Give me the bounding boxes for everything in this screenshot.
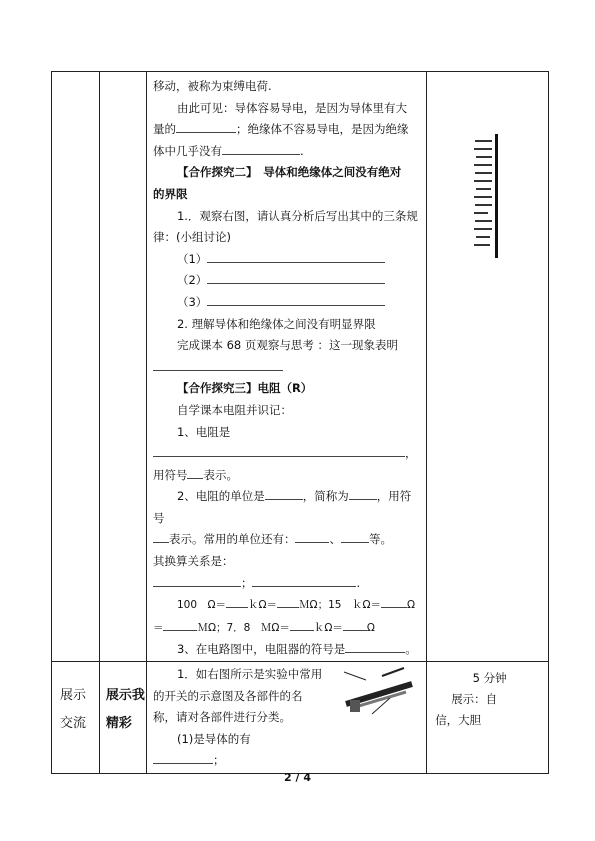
text-line: 移动，被称为束缚电荷. [152, 79, 272, 93]
answer-line: （3） [153, 292, 422, 314]
text-line: 由此可见：导体容易导电，是因为导体里有大 [176, 100, 407, 115]
conductivity-figure-image [473, 134, 501, 258]
fill-blank [222, 141, 300, 155]
text-line: 自学课本电阻并识记： [176, 402, 292, 417]
answer-line [153, 357, 422, 379]
fill-blank [153, 573, 241, 587]
section-heading: 【合作探究二】 导体和绝缘体之间没有绝对 [176, 165, 402, 180]
fill-blank [176, 119, 236, 133]
content-cell [146, 72, 426, 662]
fill-blank [295, 529, 329, 543]
answer-line: （1） [153, 249, 422, 271]
text-line: 量的 ；绝缘体不容易导电，是因为绝缘 [153, 119, 422, 141]
answer-line: （2） [153, 270, 422, 292]
answer-line: ； . [153, 573, 422, 595]
text-line: 完成课本 68 页观察与思考 ：这一现象表明 [176, 338, 399, 353]
fill-blank [252, 573, 356, 587]
text-line: 称，请对各部件进行分类。 [152, 710, 291, 725]
blank-cell [99, 72, 146, 662]
fill-blank [153, 529, 169, 543]
text-line: 其换算关系是： [152, 554, 234, 569]
fill-blank [153, 443, 405, 457]
fill-blank [153, 750, 213, 764]
fill-blank [153, 357, 283, 371]
time-cell [427, 662, 549, 774]
figure-cell [427, 72, 549, 662]
fill-blank [277, 594, 299, 608]
section-heading: 的界限 [152, 186, 188, 201]
text-line: 2、电阻的单位是 ，简称为 ，用符号 [153, 486, 422, 529]
blank-cell [52, 72, 100, 662]
text-line: 1．如右图所示是实验中常用 [176, 667, 323, 682]
fill-blank [343, 617, 367, 631]
fill-blank [207, 249, 385, 263]
fill-blank [290, 617, 314, 631]
text-line: ＝ ＭΩ；7．8 ＭΩ＝ ｋΩ＝ Ω [153, 617, 422, 640]
table-row [52, 662, 549, 774]
text-line: 3、在电路图中，电阻器的符号是 。 [153, 639, 422, 661]
fill-blank [265, 486, 303, 500]
note-text: 展示：自 [451, 692, 498, 707]
section-heading: 【合作探究三】电阻（R） [176, 381, 313, 396]
fill-blank [207, 270, 385, 284]
section-label: 展示 交流 [52, 662, 100, 774]
fill-blank [226, 594, 248, 608]
answer-line: ， [153, 443, 422, 465]
text-line: 1.．观察右图，请认真分析后写出其中的三条规 [176, 208, 418, 223]
text-line: 表示。常用的单位还有： 、 等。 [153, 529, 422, 551]
fill-blank [207, 292, 385, 306]
fill-blank [381, 594, 407, 608]
fill-blank [163, 617, 197, 631]
content-cell [146, 662, 426, 774]
text-line: 用符号 表示。 [153, 465, 422, 487]
text-line: 1、电阻是 [176, 424, 231, 439]
text-line: 的开关的示意图及各部件的名 [152, 688, 303, 703]
text-line: 体中几乎没有 . [153, 141, 422, 163]
text-line: 2. 理解导体和绝缘体之间没有明显界限 [176, 316, 376, 331]
answer-line: ； [153, 750, 422, 772]
fill-blank [341, 529, 369, 543]
text-line: (1)是导体的有 [176, 731, 251, 746]
table-row [52, 72, 549, 662]
text-line: 100 Ω＝ ｋΩ＝ ＭΩ；15 ｋΩ＝ Ω [153, 594, 422, 617]
time-text: 5 分钟 [472, 671, 507, 686]
text-line: 律：(小组讨论) [152, 230, 231, 245]
page-number: 2 / 4 [284, 771, 311, 784]
note-text: 信，大胆 [435, 713, 482, 728]
lesson-table [51, 71, 549, 774]
fill-blank [349, 486, 377, 500]
activity-label: 展示我 精彩 [99, 662, 146, 774]
fill-blank [187, 465, 203, 479]
fill-blank [345, 639, 405, 653]
switch-diagram-image [342, 664, 420, 720]
